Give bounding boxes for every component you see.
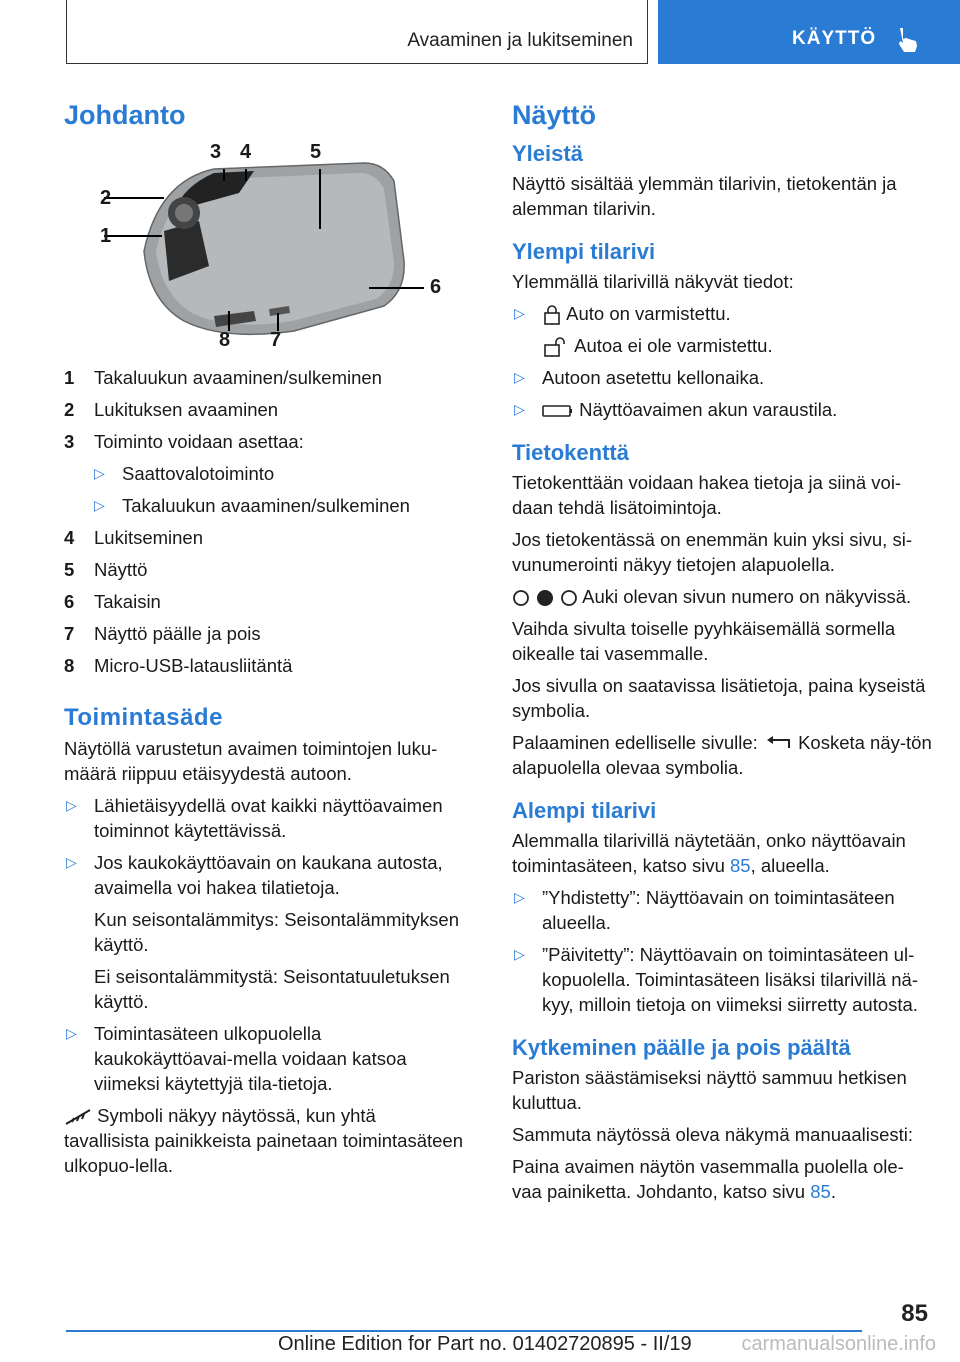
legend-item: 5 Näyttö (64, 559, 148, 580)
bullet: ▷ ”Päivitetty”: Näyttöavain on toimintasäteen ul-kopuolella. Toimintasäteen lisäksi tilarivillä nä-kyy, milloin tietoja on viimeksi siirretty autosta. (514, 944, 919, 1015)
legend-item: 8 Micro-USB-latausliitäntä (64, 655, 293, 676)
upper-paragraph: Ylemmällä tilarivillä näkyvät tiedot: (512, 271, 794, 292)
sub-bullet: ▷ Takaluukun avaaminen/sulkeminen (94, 495, 410, 516)
page-link[interactable]: 85 (810, 1181, 831, 1202)
key-figure (64, 141, 464, 351)
legend-item: 3 Toiminto voidaan asettaa: (64, 431, 304, 452)
heading-lower-status: Alempi tilarivi (512, 798, 657, 823)
callout-4: 4 (240, 141, 252, 163)
legend-item: 4 Lukitseminen (64, 527, 204, 548)
footer-edition: Online Edition for Part no. 01402720895 - II/19 (278, 1333, 692, 1355)
battery-icon (542, 403, 574, 419)
legend-item: 7 Näyttö päälle ja pois (64, 623, 261, 644)
legend-list (64, 365, 464, 454)
bullet-paragraph: Kun seisontalämmitys: Seisontalämmityksen käyttö. (94, 909, 460, 955)
hand-pointer-icon (894, 26, 922, 54)
page-link[interactable]: 85 (730, 855, 751, 876)
bullet: ▷ Näyttöavaimen akun varaustila. (514, 399, 838, 420)
bullet: ▷ Auto on varmistettu. (514, 303, 731, 324)
range-paragraph: Näytöllä varustetun avaimen toimintojen luku-määrä riippuu etäisyydestä autoon. (64, 738, 438, 784)
bullet: ▷ Lähietäisyydellä ovat kaikki näyttöavaimen toiminnot käytettävissä. (66, 795, 443, 841)
lower-paragraph: Alemmalla tilarivillä näytetään, onko näyttöavain toimintasäteen, katso sivu 85, alueella. (512, 830, 906, 876)
display-key-illustration (64, 141, 464, 351)
back-arrow-icon (763, 734, 793, 754)
callout-8: 8 (219, 329, 231, 351)
general-paragraph: Näyttö sisältää ylemmän tilarivin, tietokentän ja alemman tilarivin. (512, 173, 897, 219)
callout-2: 2 (100, 187, 112, 209)
back-paragraph: Palaaminen edelliselle sivulle: Kosketa näy-tön alapuolella olevaa symbolia. (512, 732, 932, 778)
info-paragraph: Tietokenttään voidaan hakea tietoja ja siinä voi-daan tehdä lisätoimintoja. (512, 472, 902, 518)
info-paragraph: Jos tietokentässä on enemmän kuin yksi sivu, si-vunumerointi näkyy tietojen alapuolella. (512, 529, 912, 575)
bullet: ▷ Autoon asetettu kellonaika. (514, 367, 765, 388)
legend-item: 2 Lukituksen avaaminen (64, 399, 279, 420)
footer-rule (66, 1330, 862, 1332)
header-title-box (66, 0, 648, 64)
callout-7: 7 (270, 329, 282, 351)
page-number: 85 (901, 1300, 928, 1327)
heading-range: Toimintasäde (64, 704, 223, 731)
no-signal-icon (64, 1108, 92, 1126)
legend-item: 6 Takaisin (64, 591, 161, 612)
section-title: Avaaminen ja lukitseminen (407, 30, 633, 51)
unlocked-line: Autoa ei ole varmistettu. (512, 333, 932, 358)
heading-display: Näyttö (512, 100, 597, 130)
left-column (64, 100, 464, 1185)
page-dots-line: Auki olevan sivun numero on näkyvissä. (512, 584, 932, 609)
chapter-tab[interactable] (658, 0, 960, 64)
callout-6: 6 (430, 276, 442, 298)
lock-open-icon (542, 337, 570, 357)
heading-on-off: Kytkeminen päälle ja pois päältä (512, 1035, 851, 1060)
heading-upper-status: Ylempi tilarivi (512, 239, 656, 264)
bullet: ▷ Toimintasäteen ulkopuolella kaukokäyttöavai-mella voidaan katsoa viimeksi käytettyjä tila-tietoja. (66, 1023, 407, 1094)
heading-info-field: Tietokenttä (512, 440, 629, 465)
page-dots-icon (512, 588, 578, 608)
symbol-paragraph: Symboli näkyy näytössä, kun yhtä tavallisista painikkeista painetaan toimintasäteen ulkopuo-lella. (64, 1105, 464, 1176)
bullet: ▷ Jos kaukokäyttöavain on kaukana autosta, avaimella voi hakea tilatietoja. (66, 852, 443, 898)
legend-item: 1 Takaluukun avaaminen/sulkeminen (64, 367, 382, 388)
onoff-paragraph: Paina avaimen näytön vasemmalla puolella ole-vaa painiketta. Johdanto, katso sivu 85. (512, 1156, 904, 1202)
chapter-tab-label: KÄYTTÖ (792, 28, 877, 49)
bullet-paragraph: Ei seisontalämmitystä: Seisontatuuletuksen käyttö. (94, 966, 450, 1012)
heading-general: Yleistä (512, 141, 583, 166)
info-paragraph: Vaihda sivulta toiselle pyyhkäisemällä sormella oikealle tai vasemmalle. (512, 618, 896, 664)
onoff-paragraph: Sammuta näytössä oleva näkymä manuaalisesti: (512, 1124, 914, 1145)
callout-1: 1 (100, 225, 112, 247)
bullet: ▷ ”Yhdistetty”: Näyttöavain on toimintasäteen alueella. (514, 887, 895, 933)
heading-intro: Johdanto (64, 100, 186, 130)
lock-closed-icon (542, 305, 562, 325)
callout-3: 3 (210, 141, 222, 163)
legend-list-2 (64, 525, 464, 678)
onoff-paragraph: Pariston säästämiseksi näyttö sammuu hetkisen kuluttua. (512, 1067, 907, 1113)
info-paragraph: Jos sivulla on saatavissa lisätietoja, paina kyseistä symbolia. (512, 675, 926, 721)
watermark: carmanualsonline.info (741, 1333, 936, 1355)
sub-bullet: ▷ Saattovalotoiminto (94, 463, 275, 484)
right-column (512, 100, 932, 1211)
callout-5: 5 (310, 141, 322, 163)
